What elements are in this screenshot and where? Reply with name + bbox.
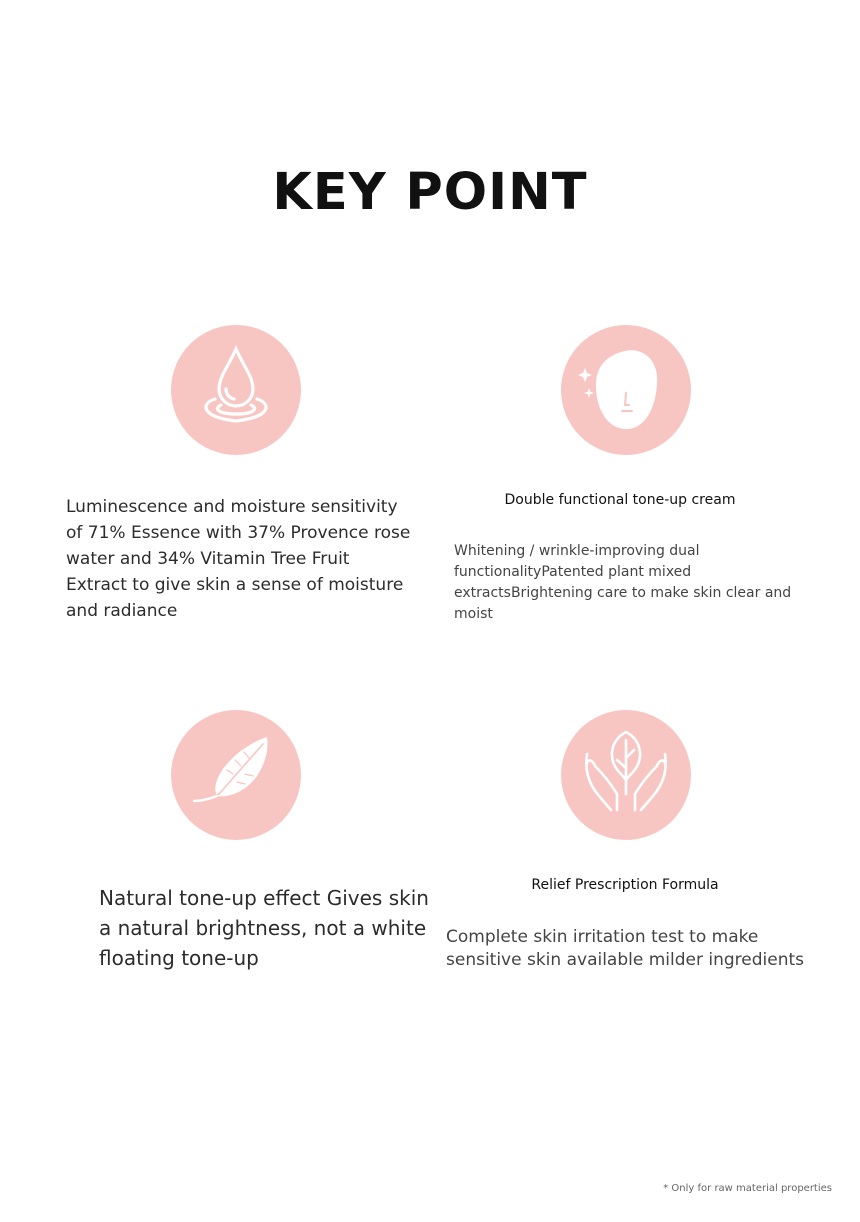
point-2-text: Whitening / wrinkle-improving dual functionalityPatented plant mixed extractsBrightening care to make skin clear and moist: [454, 543, 792, 622]
footnote: * Only for raw material properties: [663, 1183, 832, 1194]
hands-leaf-icon: [561, 710, 691, 840]
page-title: KEY POINT: [272, 163, 588, 222]
face-sparkle-icon: [561, 325, 691, 455]
point-2-heading: Double functional tone-up cream: [504, 492, 736, 508]
point-1-text: Luminescence and moisture sensitivity of 71% Essence with 37% Provence rose water and 34% Vitamin Tree Fruit Extract to give skin a sense of moisture and radiance: [66, 497, 411, 621]
point-3-text: Natural tone-up effect Gives skin a natural brightness, not a white floating tone-up: [99, 886, 429, 970]
point-4-text: Complete skin irritation test to make sensitive skin available milder ingredients: [446, 927, 805, 970]
feather-icon: [171, 710, 301, 840]
water-drop-icon: [171, 325, 301, 455]
point-4-heading: Relief Prescription Formula: [531, 877, 719, 893]
